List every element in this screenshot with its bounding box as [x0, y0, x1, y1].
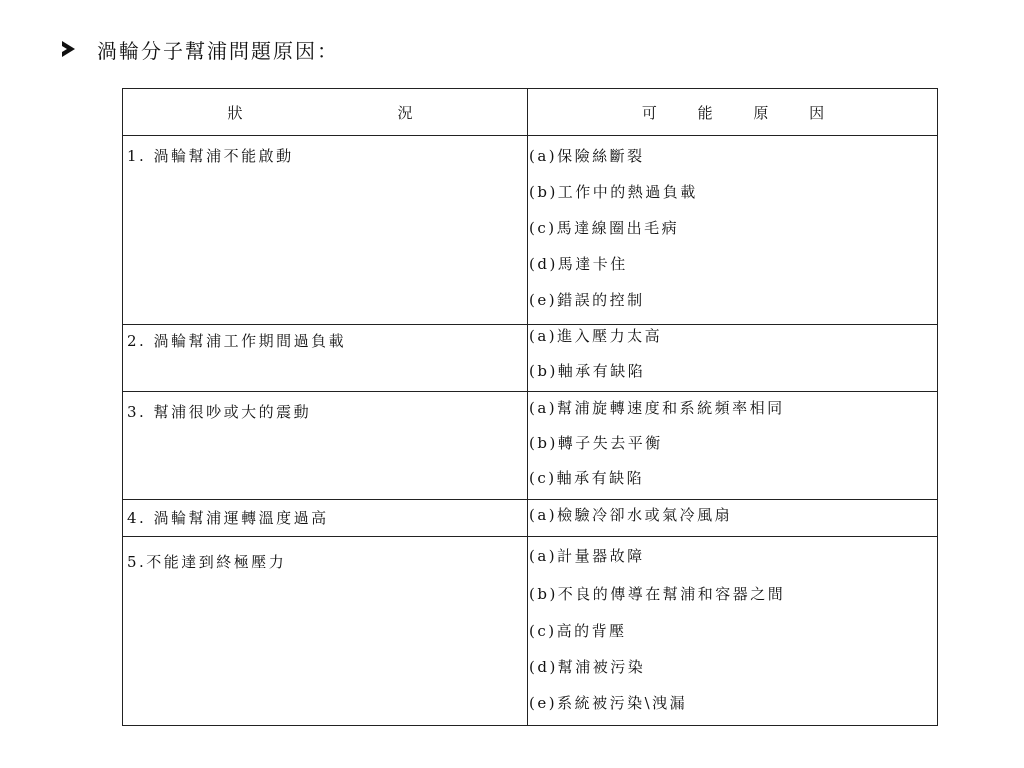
- cause-cell: (b)軸承有缺陷: [529, 362, 646, 380]
- condition-cell-3: 3. 幫浦很吵或大的震動: [127, 403, 312, 421]
- cause-cell: (a)幫浦旋轉速度和系統頻率相同: [529, 399, 785, 417]
- arrow-bullet-icon: [62, 41, 75, 57]
- cause-cell: (b)轉子失去平衡: [529, 434, 663, 452]
- row-divider: [123, 391, 937, 392]
- row-divider: [123, 536, 937, 537]
- cause-cell: (b)不良的傳導在幫浦和容器之間: [529, 585, 786, 603]
- cause-cell: (d)馬達卡住: [529, 255, 628, 273]
- column-divider: [527, 89, 528, 725]
- row-divider: [123, 135, 937, 136]
- page-title: 渦輪分子幫浦問題原因：: [97, 38, 339, 63]
- condition-cell-2: 2. 渦輪幫浦工作期間過負載: [127, 332, 347, 350]
- header-possible-causes: 可 能 原 因: [641, 103, 843, 122]
- cause-cell: (e)錯誤的控制: [529, 291, 645, 309]
- cause-cell: (b)工作中的熱過負載: [529, 183, 698, 201]
- cause-cell: (c)高的背壓: [529, 622, 627, 640]
- header-condition: 狀 況: [227, 103, 483, 122]
- condition-cell-4: 4. 渦輪幫浦運轉溫度過高: [127, 509, 329, 527]
- page-heading: [62, 34, 339, 64]
- cause-cell: (c)軸承有缺陷: [529, 469, 645, 487]
- condition-cell-1: 1. 渦輪幫浦不能啟動: [127, 147, 294, 165]
- cause-cell: (e)系統被污染\洩漏: [529, 694, 688, 712]
- cause-cell: (a)計量器故障: [529, 547, 645, 565]
- cause-cell: (d)幫浦被污染: [529, 658, 646, 676]
- troubleshooting-table: [122, 88, 938, 726]
- cause-cell: (a)檢驗冷卻水或氣冷風扇: [529, 506, 733, 524]
- condition-cell-5: 5.不能達到終極壓力: [127, 553, 287, 571]
- cause-cell: (c)馬達線圈出毛病: [529, 219, 680, 237]
- cause-cell: (a)進入壓力太高: [529, 327, 663, 345]
- cause-cell: (a)保險絲斷裂: [529, 147, 645, 165]
